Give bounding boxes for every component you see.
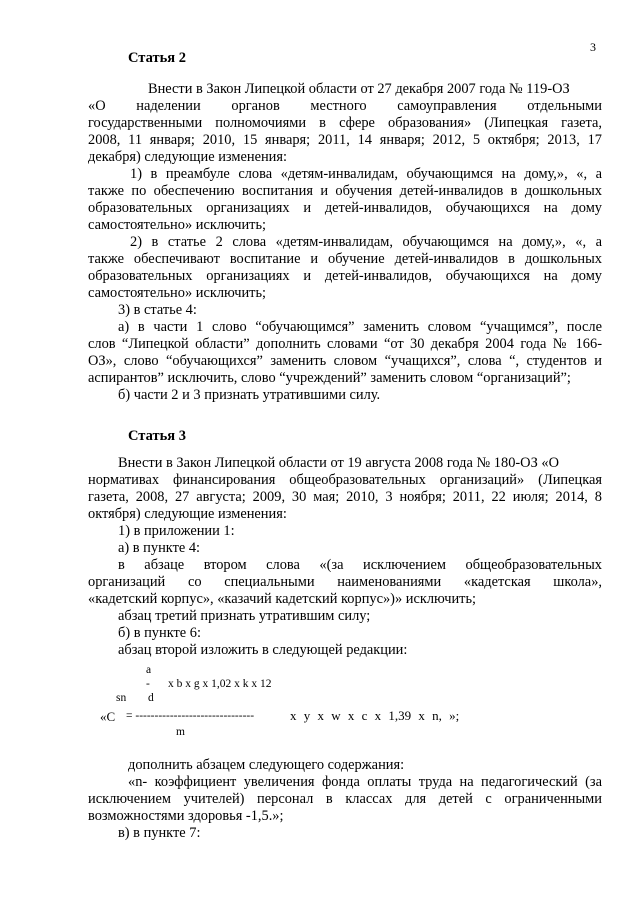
article-3-line: абзац второй изложить в следующей редакции: — [118, 642, 408, 658]
article-3-line: Внести в Закон Липецкой области от 19 августа 2008 года № 180-ОЗ «О — [118, 455, 559, 471]
article-3-line: абзац третий признать утратившим силу; — [118, 608, 371, 624]
article-3-after-line: «n- коэффициент увеличения фонда оплаты труда на педагогический (за — [128, 774, 602, 790]
article-3-line: газета, 2008, 27 августа; 2009, 30 мая; 2010, 3 ноября; 2011, 22 июля; 2014, 8 — [88, 489, 602, 505]
article-3-line: 1) в приложении 1: — [118, 523, 235, 539]
formula-fraction-line: = ------------------------------- — [126, 710, 255, 722]
article-2-line: слов “Липецкой области” дополнить словами “от 30 декабря 2004 года № 166- — [88, 336, 602, 352]
article-3-line: нормативах финансирования общеобразовательных организаций» (Липецкая — [88, 472, 602, 488]
article-2-line: аспирантов” исключить, слово “учреждений” заменить словом “организаций”; — [88, 370, 571, 386]
article-2-line: 2) в статье 2 слова «детям-инвалидам, обучающимся на дому,», «, а — [130, 234, 602, 250]
article-2-line: также обеспечивают воспитание и обучение детей-инвалидов в дошкольных — [88, 251, 602, 267]
article-2-line: образовательных организациях и детей-инвалидов, обучающихся на дому — [88, 200, 602, 216]
page-number: 3 — [590, 40, 596, 54]
formula-subscript-sn: sn — [116, 692, 127, 704]
formula-lhs: «C — [100, 709, 116, 724]
article-2-line: 1) в преамбуле слова «детям-инвалидам, обучающимся на дому,», «, а — [130, 166, 602, 182]
article-3-line: организаций со специальными наименованиями «кадетская школа», — [88, 574, 602, 590]
article-2-line: б) части 2 и 3 признать утратившими силу. — [118, 387, 381, 403]
article-3-after-line: в) в пункте 7: — [118, 825, 201, 841]
article-3-line: а) в пункте 4: — [118, 540, 201, 556]
article-2-line: 2008, 11 января; 2010, 15 января; 2011, 14 января; 2012, 5 октября; 2013, 17 — [88, 132, 602, 148]
article-3-heading: Статья 3 — [128, 428, 186, 444]
article-2-line: государственными полномочиями в сфере образования» (Липецкая газета, — [88, 115, 602, 131]
article-3-line: октября) следующие изменения: — [88, 506, 287, 522]
article-3-after-line: исключением учителей) персонал в классах для детей с ограниченными — [88, 791, 602, 807]
article-3-line: б) в пункте 6: — [118, 625, 201, 641]
article-2-line: Внести в Закон Липецкой области от 27 декабря 2007 года № 119-ОЗ — [148, 81, 570, 97]
article-3-line: в абзаце втором слова «(за исключением общеобразовательных — [118, 557, 602, 573]
article-2-line: образовательных организациях и детей-инвалидов, обучающихся на дому — [88, 268, 602, 284]
article-2-line: декабря) следующие изменения: — [88, 149, 287, 165]
article-2-line: самостоятельно» исключить; — [88, 217, 266, 233]
formula-numerator: x b x g x 1,02 x k x 12 — [168, 678, 272, 690]
article-2-line: «О наделении органов местного самоуправления отдельными — [88, 98, 602, 114]
article-3-after-line: дополнить абзацем следующего содержания: — [128, 757, 405, 773]
article-3-line: «кадетский корпус», «казачий кадетский корпус»)» исключить; — [88, 591, 477, 607]
article-2-line: самостоятельно» исключить; — [88, 285, 266, 301]
article-3-after-line: возможностями здоровья -1,5.»; — [88, 808, 284, 824]
formula-superscript-a: a — [146, 664, 152, 676]
formula-rhs: x y x w x c x 1,39 x n, »; — [290, 708, 460, 723]
article-2-line: а) в части 1 слово “обучающимся” заменить словом “учащимся”, после — [118, 319, 602, 335]
article-2-heading: Статья 2 — [128, 50, 186, 66]
article-2-line: также по обеспечению воспитания и обучения детей-инвалидов в дошкольных — [88, 183, 602, 199]
formula-subscript-d: d — [148, 692, 154, 704]
formula-minus: - — [146, 678, 150, 690]
article-2-line: 3) в статье 4: — [118, 302, 197, 318]
article-2-line: ОЗ», слово “обучающихся” заменить словом “учащихся”, слова “, студентов и — [88, 353, 602, 369]
formula-denominator-m: m — [176, 726, 185, 738]
